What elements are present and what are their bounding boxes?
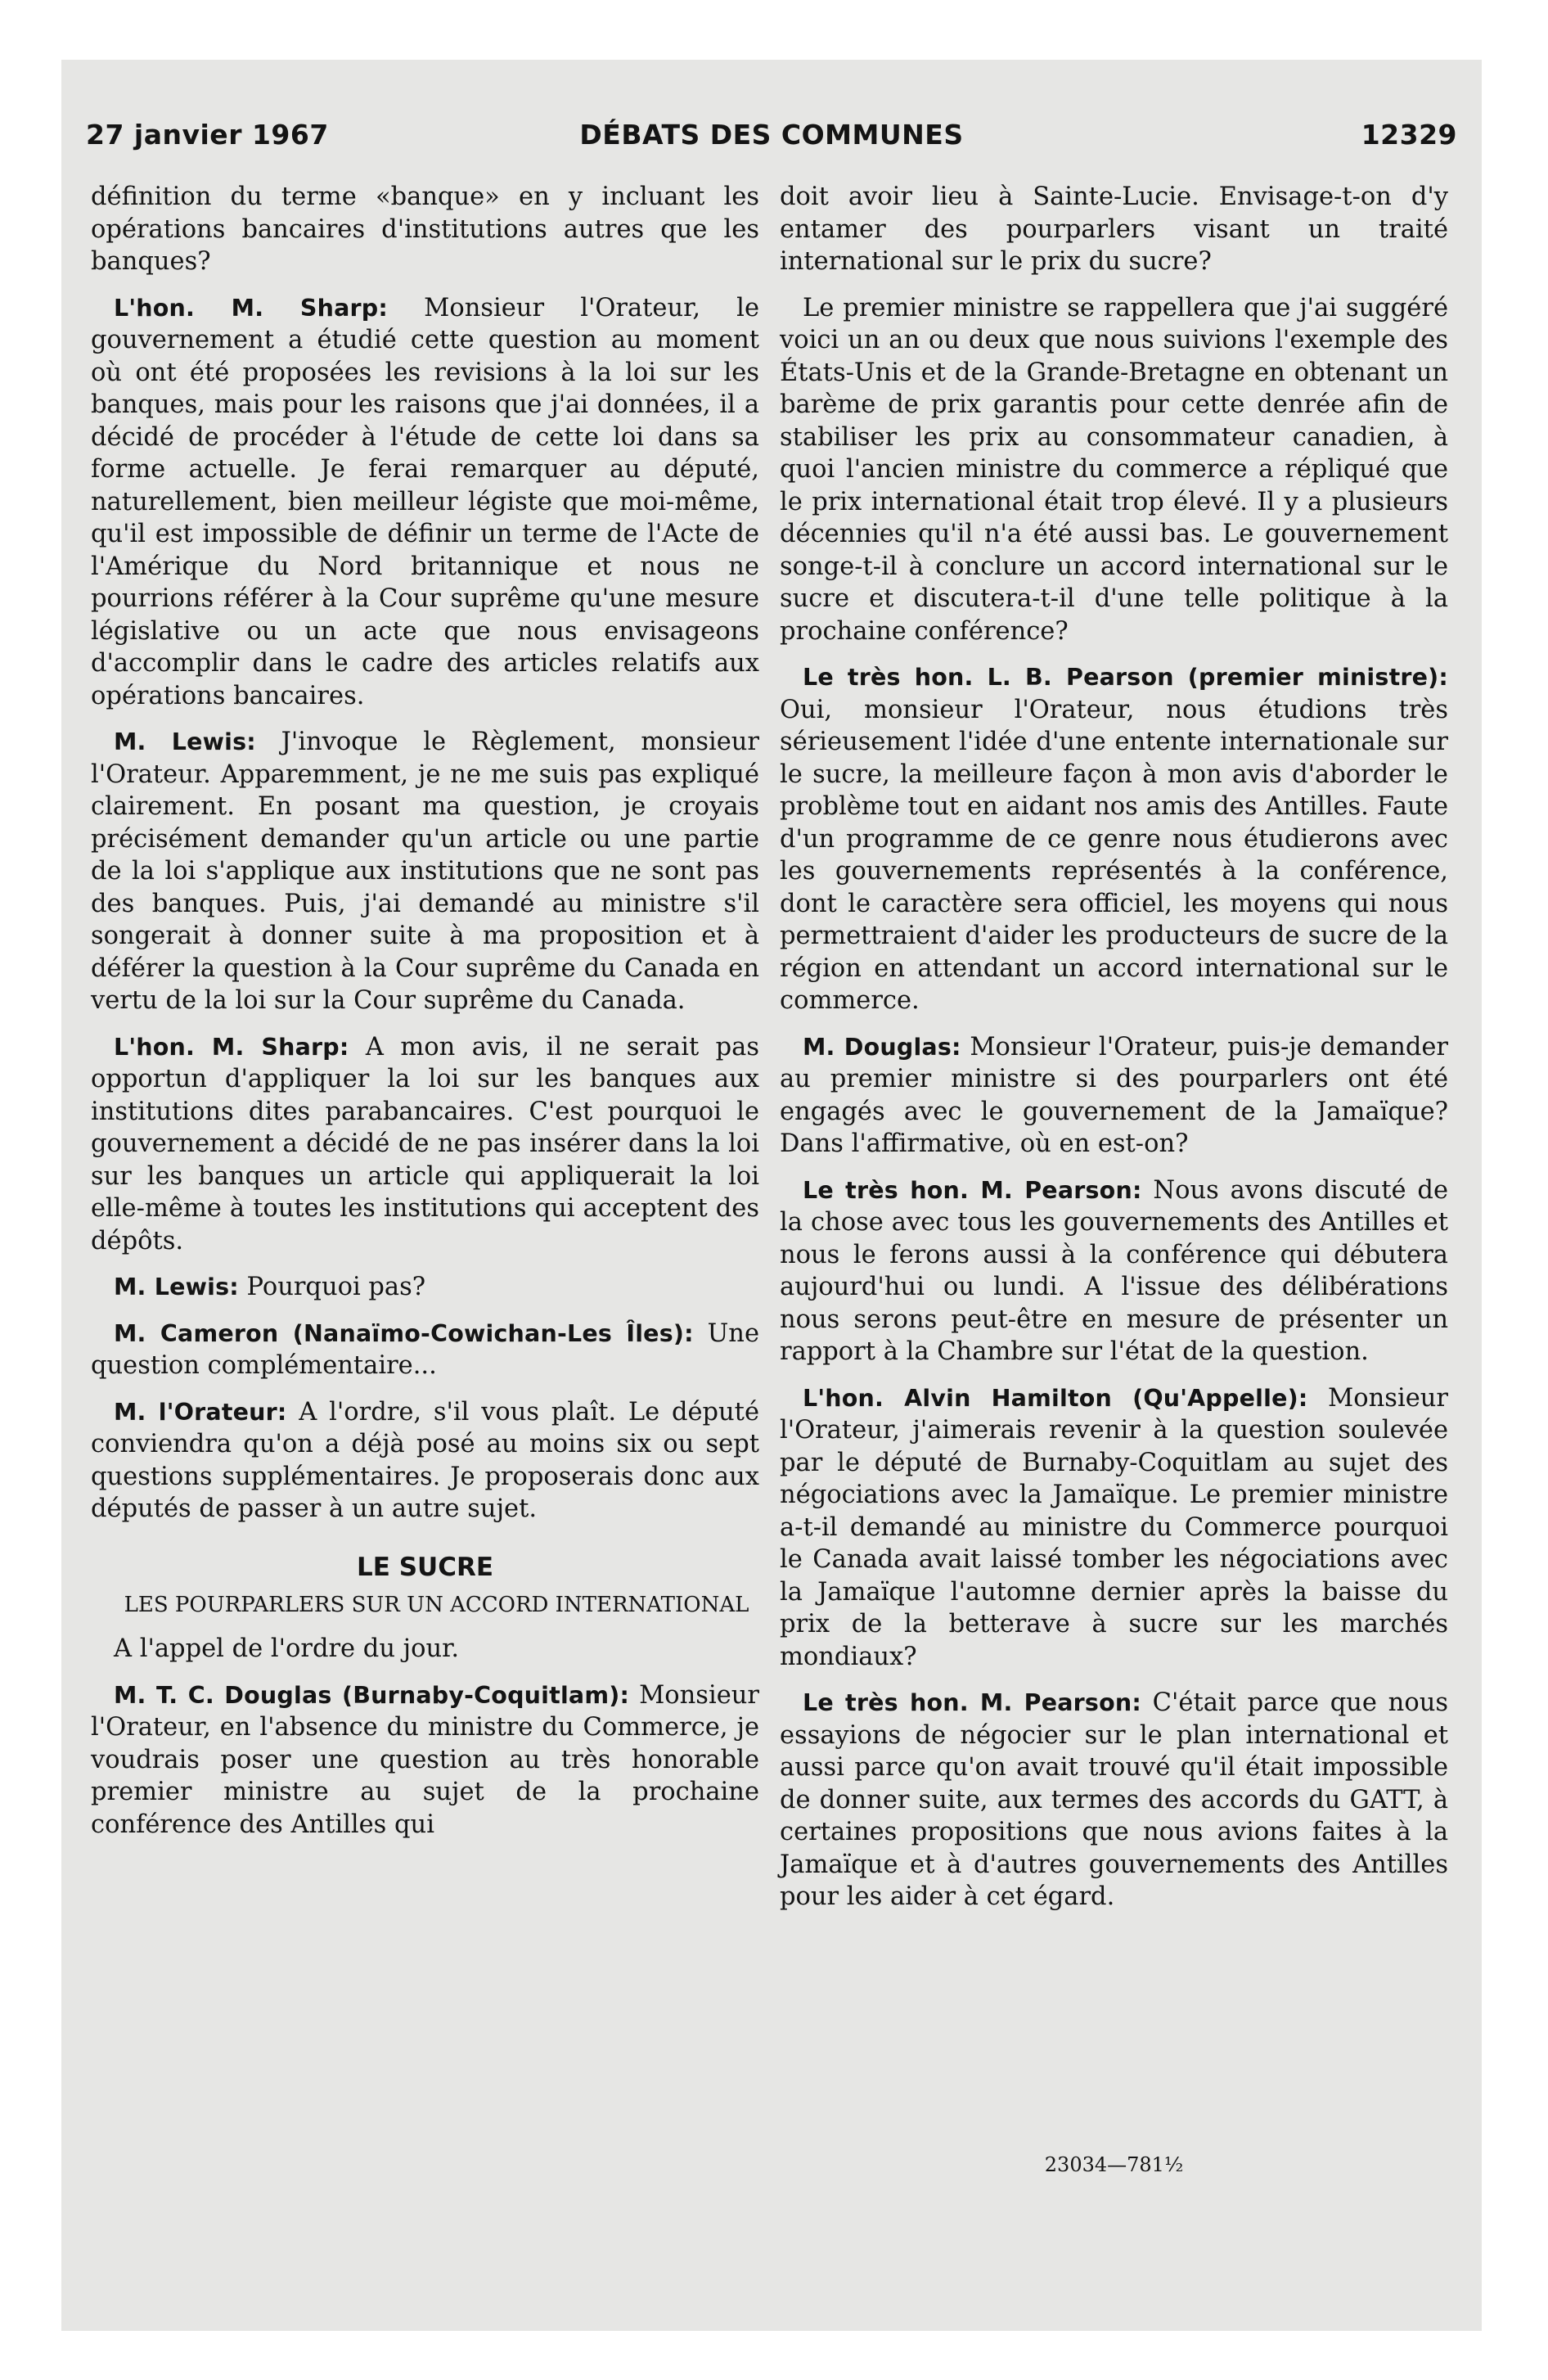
- paragraph: [780, 1687, 1448, 1913]
- right-column: [780, 181, 1448, 1927]
- speech-text: J'invoque le Règlement, monsieur l'Orateur. Apparemment, je ne me suis pas expliqué clairement. En posant ma question, je croyais précisément demander qu'un article ou une partie de la loi s'applique aux institutions que ne sont pas des banques. Puis, j'ai demandé au ministre s'il songerait à donner suite à ma proposition et à déférer la question à la Cour suprême du Canada en vertu de la loi sur la Cour suprême du Canada.: [91, 728, 760, 1015]
- speech-text: Monsieur l'Orateur, puis-je demander au premier ministre si des pourparlers ont été engagés avec le gouvernement de la Jamaïque? Dans l'affirmative, où en est-on?: [780, 1032, 1448, 1158]
- paragraph: [91, 1031, 759, 1258]
- paragraph: [780, 1174, 1448, 1368]
- speaker-name: Le très hon. M. Pearson:: [803, 1689, 1141, 1716]
- speaker-name: Le très hon. M. Pearson:: [803, 1176, 1142, 1204]
- speaker-name: Le très hon. L. B. Pearson (premier ministre):: [803, 664, 1448, 691]
- speaker-name: M. Lewis:: [114, 1273, 239, 1300]
- speech-text: Nous avons discuté de la chose avec tous les gouvernements des Antilles et nous le ferons aussi à la conférence qui débutera aujourd'hui ou lundi. A l'issue des délibérations nous serons peut-être en mesure de présenter un rapport à la Chambre sur l'état de la question.: [780, 1175, 1448, 1366]
- paragraph: [780, 1382, 1448, 1674]
- paragraph: [91, 1271, 759, 1304]
- header-date: 27 janvier 1967: [86, 119, 329, 151]
- header-title: DÉBATS DES COMMUNES: [579, 119, 964, 151]
- page: [61, 60, 1482, 2331]
- section-heading: LE SUCRE: [356, 1552, 494, 1582]
- paragraph: [91, 292, 759, 713]
- speaker-name: L'hon. M. Sharp:: [114, 294, 388, 322]
- speaker-name: M. Cameron (Nanaïmo-Cowichan-Les Îles):: [114, 1319, 694, 1347]
- speech-text: Monsieur l'Orateur, j'aimerais revenir à la question soulevée par le député de Burnaby-Coquitlam au sujet des négociations avec la Jamaïque. Le premier ministre a-t-il demandé au ministre du Commerce pourquoi le Canada avait laissé tomber les négociations avec la Jamaïque l'automne dernier après la baisse du prix de la betterave à sucre sur les marchés mondiaux?: [780, 1383, 1448, 1671]
- paragraph: définition du terme «banque» en y incluant les opérations bancaires d'institutions autres que les banques?: [91, 183, 759, 276]
- speech-text: Oui, monsieur l'Orateur, nous étudions très sérieusement l'idée d'une entente internationale sur le sucre, la meilleure façon à mon avis d'aborder le problème tout en aidant nos amis des Antilles. Faute d'un programme de ce genre nous étudierons avec les gouvernements représentés à la conférence, dont le caractère sera officiel, les moyens qui nous permettraient d'aider les producteurs de sucre de la région en attendant un accord international sur le commerce.: [780, 695, 1448, 1015]
- speech-text: A l'ordre, s'il vous plaît. Le député conviendra qu'on a déjà posé au moins six ou sept questions supplémentaires. Je proposerais donc aux députés de passer à un autre sujet.: [91, 1397, 759, 1523]
- footer-print-code: 23034—781½: [1044, 2153, 1184, 2176]
- paragraph: [91, 1679, 759, 1841]
- section-subheading: LES POURPARLERS SUR UN ACCORD INTERNATIONAL: [124, 1593, 749, 1617]
- speaker-name: M. Lewis:: [114, 728, 256, 755]
- speech-text: Monsieur l'Orateur, en l'absence du ministre du Commerce, je voudrais poser une question au très honorable premier ministre au sujet de la prochaine conférence des Antilles qui: [91, 1680, 759, 1839]
- speaker-name: L'hon. M. Sharp:: [114, 1033, 349, 1061]
- speech-text: A mon avis, il ne serait pas opportun d'appliquer la loi sur les banques aux institutions dites parabancaires. C'est pourquoi le gouvernement a décidé de ne pas insérer dans la loi sur les banques un article qui appliquerait la loi elle-même à toutes les institutions qui acceptent des dépôts.: [91, 1032, 759, 1255]
- left-column: [91, 181, 759, 1855]
- speech-text: Pourquoi pas?: [238, 1273, 426, 1301]
- running-head: [86, 119, 1457, 168]
- paragraph: [780, 1031, 1448, 1161]
- header-page-number: 12329: [1361, 119, 1457, 151]
- paragraph: [91, 726, 759, 1017]
- speaker-name: M. l'Orateur:: [114, 1398, 287, 1426]
- speech-text: Monsieur l'Orateur, le gouvernement a étudié cette question au moment où ont été proposées les revisions à la loi sur les banques, mais pour les raisons que j'ai données, il a décidé de procéder à l'étude de cette loi dans sa forme actuelle. Je ferai remarquer au député, naturellement, bien meilleur légiste que moi-même, qu'il est impossible de définir un terme de l'Acte de l'Amérique du Nord britannique et nous ne pourrions référer à la Cour suprême qu'une mesure législative ou un acte que nous envisageons d'accomplir dans le cadre des articles relatifs aux opérations bancaires.: [91, 293, 759, 710]
- paragraph: [91, 1396, 759, 1526]
- speaker-name: L'hon. Alvin Hamilton (Qu'Appelle):: [803, 1384, 1308, 1412]
- paragraph: doit avoir lieu à Sainte-Lucie. Envisage-t-on d'y entamer des pourparlers visant un traité international sur le prix du sucre?: [780, 183, 1448, 276]
- paragraph: [780, 661, 1448, 1017]
- paragraph: [91, 1318, 759, 1382]
- speech-text: C'était parce que nous essayions de négocier sur le plan international et aussi parce qu'on avait trouvé qu'il était impossible de donner suite, aux termes des accords du GATT, à certaines propositions que nous avions faites à la Jamaïque et à d'autres gouvernements des Antilles pour les aider à cet égard.: [780, 1688, 1448, 1911]
- speaker-name: M. T. C. Douglas (Burnaby-Coquitlam):: [114, 1681, 630, 1709]
- paragraph: Le premier ministre se rappellera que j'ai suggéré voici un an ou deux que nous suivions l'exemple des États-Unis et de la Grande-Bretagne en obtenant un barème de prix garantis pour cette denrée afin de stabiliser les prix au consommateur canadien, à quoi l'ancien ministre du commerce a répliqué que le prix international était trop élevé. Il y a plusieurs décennies qu'il n'a été aussi bas. Le gouvernement songe-t-il à conclure un accord international sur le sucre et discutera-t-il d'une telle politique à la prochaine conférence?: [780, 293, 1448, 646]
- speech-text: Une question complémentaire...: [91, 1318, 759, 1380]
- speaker-name: M. Douglas:: [803, 1033, 961, 1061]
- paragraph: A l'appel de l'ordre du jour.: [114, 1634, 460, 1663]
